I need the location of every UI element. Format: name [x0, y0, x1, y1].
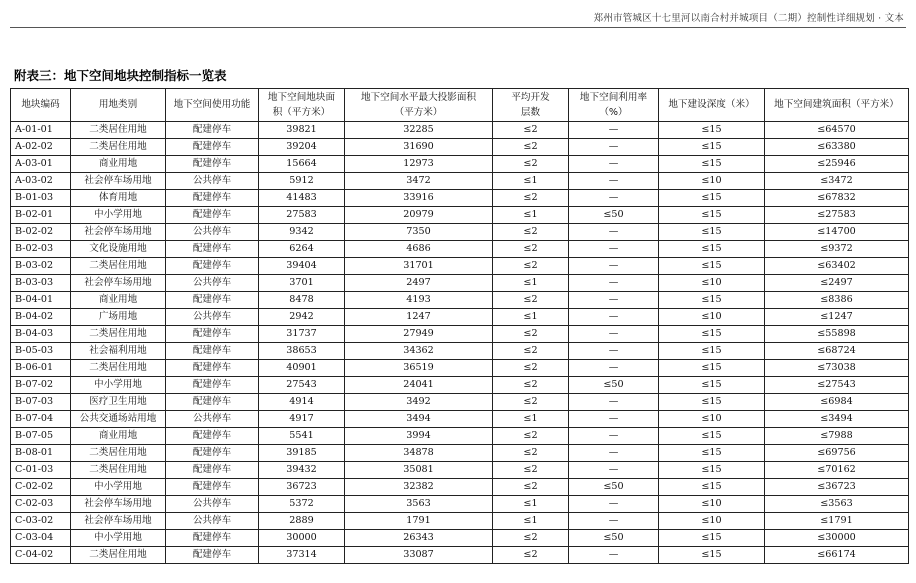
table-cell: 配建停车 [166, 326, 259, 343]
table-row [11, 462, 909, 479]
table-row [11, 122, 909, 139]
table-row [11, 394, 909, 411]
table-cell: ≤36723 [765, 479, 909, 496]
column-header-line: 地下空间利用率 [579, 92, 648, 103]
header-rule [10, 27, 906, 28]
table-cell: ≤50 [569, 479, 659, 496]
table-cell: ≤15 [659, 156, 765, 173]
table-cell: ≤2 [493, 428, 569, 445]
table-cell: 40901 [259, 360, 345, 377]
table-cell: 配建停车 [166, 530, 259, 547]
table-cell: ≤63380 [765, 139, 909, 156]
table-cell: ≤1 [493, 173, 569, 190]
table-cell: 公共停车 [166, 309, 259, 326]
table-cell: ≤15 [659, 428, 765, 445]
table-cell: 37314 [259, 547, 345, 564]
table-header-row [11, 89, 909, 122]
table-cell: ≤1 [493, 513, 569, 530]
table-cell: B-04-03 [11, 326, 71, 343]
table-cell: 5541 [259, 428, 345, 445]
table-cell: ≤2 [493, 190, 569, 207]
table-cell: 商业用地 [71, 292, 166, 309]
table-cell: 社会停车场用地 [71, 224, 166, 241]
column-header-line: （%） [599, 107, 628, 118]
table-cell: ≤15 [659, 479, 765, 496]
table-row [11, 309, 909, 326]
table-cell: ≤15 [659, 224, 765, 241]
table-cell: 二类居住用地 [71, 360, 166, 377]
table-cell: — [569, 122, 659, 139]
column-header [11, 89, 71, 122]
table-row [11, 496, 909, 513]
table-row [11, 224, 909, 241]
table-cell: 34878 [345, 445, 493, 462]
table-cell: 二类居住用地 [71, 139, 166, 156]
column-header-line: （平方米） [394, 107, 443, 118]
table-cell: ≤15 [659, 547, 765, 564]
column-header [259, 89, 345, 122]
table-cell: 26343 [345, 530, 493, 547]
table-cell: 中小学用地 [71, 479, 166, 496]
table-cell: 配建停车 [166, 360, 259, 377]
table-cell: 1247 [345, 309, 493, 326]
table-cell: 二类居住用地 [71, 258, 166, 275]
table-cell: ≤70162 [765, 462, 909, 479]
table-row [11, 190, 909, 207]
table-cell: 二类居住用地 [71, 462, 166, 479]
table-cell: ≤55898 [765, 326, 909, 343]
table-row [11, 530, 909, 547]
table-cell: ≤2 [493, 445, 569, 462]
table-cell: — [569, 326, 659, 343]
table-cell: ≤2 [493, 139, 569, 156]
table-cell: 35081 [345, 462, 493, 479]
table-cell: 36519 [345, 360, 493, 377]
table-cell: 4193 [345, 292, 493, 309]
table-cell: 公共停车 [166, 173, 259, 190]
table-cell: 配建停车 [166, 241, 259, 258]
column-header-line: 平均开发 [511, 92, 550, 103]
table-cell: ≤1791 [765, 513, 909, 530]
table-cell: ≤2 [493, 479, 569, 496]
table-cell: 配建停车 [166, 190, 259, 207]
column-header-line: 用地类别 [98, 99, 138, 110]
table-cell: ≤15 [659, 292, 765, 309]
table-row [11, 207, 909, 224]
table-cell: ≤15 [659, 360, 765, 377]
table-cell: 4686 [345, 241, 493, 258]
table-cell: — [569, 292, 659, 309]
table-cell: ≤50 [569, 530, 659, 547]
table-cell: — [569, 394, 659, 411]
table-cell: — [569, 309, 659, 326]
table-cell: — [569, 411, 659, 428]
table-row [11, 428, 909, 445]
table-cell: 二类居住用地 [71, 445, 166, 462]
table-cell: 8478 [259, 292, 345, 309]
table-cell: C-02-02 [11, 479, 71, 496]
table-cell: 24041 [345, 377, 493, 394]
table-row [11, 292, 909, 309]
table-cell: 配建停车 [166, 343, 259, 360]
table-cell: 32382 [345, 479, 493, 496]
column-header-line: 地下空间使用功能 [173, 99, 251, 110]
table-cell: ≤3472 [765, 173, 909, 190]
table-cell: B-07-02 [11, 377, 71, 394]
table-row [11, 479, 909, 496]
table-cell: ≤2 [493, 462, 569, 479]
table-cell: 2497 [345, 275, 493, 292]
table-row [11, 258, 909, 275]
table-cell: B-07-03 [11, 394, 71, 411]
table-cell: 4917 [259, 411, 345, 428]
table-cell: ≤8386 [765, 292, 909, 309]
table-cell: ≤68724 [765, 343, 909, 360]
table-cell: A-01-01 [11, 122, 71, 139]
table-cell: 33087 [345, 547, 493, 564]
table-cell: — [569, 513, 659, 530]
table-cell: 27949 [345, 326, 493, 343]
table-cell: 配建停车 [166, 445, 259, 462]
table-cell: 公共停车 [166, 275, 259, 292]
table-cell: ≤27543 [765, 377, 909, 394]
table-cell: 3701 [259, 275, 345, 292]
table-cell: 33916 [345, 190, 493, 207]
table-cell: ≤64570 [765, 122, 909, 139]
table-cell: ≤15 [659, 462, 765, 479]
table-cell: 广场用地 [71, 309, 166, 326]
table-cell: ≤15 [659, 445, 765, 462]
table-cell: 3994 [345, 428, 493, 445]
table-cell: 31737 [259, 326, 345, 343]
table-cell: 公共停车 [166, 411, 259, 428]
table-row [11, 156, 909, 173]
column-header [166, 89, 259, 122]
table-cell: ≤10 [659, 411, 765, 428]
table-cell: ≤63402 [765, 258, 909, 275]
table-cell: ≤1 [493, 275, 569, 292]
table-cell: ≤25946 [765, 156, 909, 173]
table-cell: ≤2 [493, 547, 569, 564]
table-cell: 二类居住用地 [71, 547, 166, 564]
column-header [659, 89, 765, 122]
table-cell: — [569, 343, 659, 360]
table-cell: B-05-03 [11, 343, 71, 360]
table-cell: 配建停车 [166, 462, 259, 479]
table-cell: 2889 [259, 513, 345, 530]
table-cell: ≤67832 [765, 190, 909, 207]
column-header [71, 89, 166, 122]
table-cell: B-01-03 [11, 190, 71, 207]
table-cell: B-02-02 [11, 224, 71, 241]
table-cell: 3492 [345, 394, 493, 411]
table-cell: 30000 [259, 530, 345, 547]
table-cell: ≤2 [493, 377, 569, 394]
table-cell: 5912 [259, 173, 345, 190]
table-row [11, 139, 909, 156]
table-cell: ≤1 [493, 309, 569, 326]
table-cell: 4914 [259, 394, 345, 411]
table-cell: — [569, 428, 659, 445]
table-cell: 配建停车 [166, 207, 259, 224]
table-cell: 5372 [259, 496, 345, 513]
table-cell: 商业用地 [71, 428, 166, 445]
running-header: 郑州市管城区十七里河以南合村并城项目（二期）控制性详细规划 · 文本 [593, 13, 904, 24]
table-cell: 2942 [259, 309, 345, 326]
table-cell: ≤2 [493, 343, 569, 360]
table-cell: 配建停车 [166, 122, 259, 139]
table-cell: C-03-04 [11, 530, 71, 547]
table-cell: 39432 [259, 462, 345, 479]
table-cell: 39404 [259, 258, 345, 275]
table-cell: ≤1 [493, 207, 569, 224]
table-cell: ≤30000 [765, 530, 909, 547]
table-cell: 商业用地 [71, 156, 166, 173]
table-cell: 社会停车场用地 [71, 275, 166, 292]
table-cell: 配建停车 [166, 428, 259, 445]
table-cell: — [569, 462, 659, 479]
table-cell: ≤15 [659, 190, 765, 207]
table-cell: ≤1247 [765, 309, 909, 326]
table-cell: 二类居住用地 [71, 326, 166, 343]
table-cell: 中小学用地 [71, 530, 166, 547]
table-cell: ≤6984 [765, 394, 909, 411]
table-cell: 27583 [259, 207, 345, 224]
table-cell: B-04-01 [11, 292, 71, 309]
table-cell: B-03-03 [11, 275, 71, 292]
table-cell: 社会停车场用地 [71, 173, 166, 190]
table-cell: ≤15 [659, 530, 765, 547]
table-cell: 6264 [259, 241, 345, 258]
table-cell: ≤3494 [765, 411, 909, 428]
table-cell: ≤15 [659, 394, 765, 411]
table-cell: 27543 [259, 377, 345, 394]
table-cell: ≤15 [659, 377, 765, 394]
table-cell: 文化设施用地 [71, 241, 166, 258]
table-cell: 31690 [345, 139, 493, 156]
table-row [11, 377, 909, 394]
table-cell: ≤2 [493, 326, 569, 343]
table-row [11, 513, 909, 530]
column-header-line: 积（平方米） [272, 107, 331, 118]
table-row [11, 360, 909, 377]
table-cell: ≤2 [493, 360, 569, 377]
table-cell: A-03-02 [11, 173, 71, 190]
table-cell: — [569, 190, 659, 207]
table-cell: ≤9372 [765, 241, 909, 258]
table-cell: 配建停车 [166, 547, 259, 564]
table-cell: 41483 [259, 190, 345, 207]
table-cell: ≤1 [493, 411, 569, 428]
table-row [11, 326, 909, 343]
table-cell: ≤50 [569, 377, 659, 394]
table-cell: ≤10 [659, 173, 765, 190]
table-cell: 社会停车场用地 [71, 496, 166, 513]
table-cell: ≤69756 [765, 445, 909, 462]
table-cell: ≤15 [659, 326, 765, 343]
table-cell: 36723 [259, 479, 345, 496]
table-cell: ≤2 [493, 241, 569, 258]
table-cell: 32285 [345, 122, 493, 139]
table-cell: 体育用地 [71, 190, 166, 207]
table-cell: — [569, 360, 659, 377]
column-header-line: 地下建设深度（米） [668, 99, 755, 110]
table-cell: 31701 [345, 258, 493, 275]
column-header-line: 层数 [520, 107, 541, 118]
table-cell: C-04-02 [11, 547, 71, 564]
table-cell: B-02-01 [11, 207, 71, 224]
table-cell: B-02-03 [11, 241, 71, 258]
table-cell: B-07-05 [11, 428, 71, 445]
table-cell: ≤50 [569, 207, 659, 224]
table-cell: B-07-04 [11, 411, 71, 428]
table-cell: 15664 [259, 156, 345, 173]
table-cell: 38653 [259, 343, 345, 360]
table-cell: B-08-01 [11, 445, 71, 462]
table-row [11, 547, 909, 564]
table-cell: B-03-02 [11, 258, 71, 275]
table-cell: 中小学用地 [71, 207, 166, 224]
table-cell: ≤2 [493, 258, 569, 275]
table-cell: 39821 [259, 122, 345, 139]
table-cell: ≤73038 [765, 360, 909, 377]
table-row [11, 173, 909, 190]
table-cell: 配建停车 [166, 292, 259, 309]
table-cell: ≤14700 [765, 224, 909, 241]
table-cell: ≤2497 [765, 275, 909, 292]
table-cell: 12973 [345, 156, 493, 173]
table-cell: ≤15 [659, 139, 765, 156]
table-cell: ≤15 [659, 122, 765, 139]
table-cell: C-02-03 [11, 496, 71, 513]
table-cell: — [569, 445, 659, 462]
table-cell: ≤15 [659, 207, 765, 224]
table-row [11, 411, 909, 428]
table-cell: 二类居住用地 [71, 122, 166, 139]
table-cell: 社会停车场用地 [71, 513, 166, 530]
table-cell: — [569, 173, 659, 190]
table-cell: ≤15 [659, 343, 765, 360]
table-cell: 39185 [259, 445, 345, 462]
table-cell: ≤10 [659, 496, 765, 513]
table-cell: ≤66174 [765, 547, 909, 564]
column-header-line: 地下空间建筑面积（平方米） [774, 99, 899, 110]
column-header [569, 89, 659, 122]
table-cell: — [569, 496, 659, 513]
table-cell: A-03-01 [11, 156, 71, 173]
table-cell: ≤2 [493, 530, 569, 547]
table-cell: 9342 [259, 224, 345, 241]
table-cell: ≤2 [493, 156, 569, 173]
table-cell: ≤1 [493, 496, 569, 513]
table-cell: ≤2 [493, 292, 569, 309]
table-cell: ≤2 [493, 224, 569, 241]
table-row [11, 241, 909, 258]
table-cell: 配建停车 [166, 377, 259, 394]
table-cell: 公共停车 [166, 224, 259, 241]
column-header-line: 地下空间水平最大投影面积 [360, 92, 477, 103]
control-indicator-table [10, 88, 909, 564]
table-cell: 3494 [345, 411, 493, 428]
table-cell: ≤2 [493, 122, 569, 139]
table-cell: ≤2 [493, 394, 569, 411]
table-cell: 1791 [345, 513, 493, 530]
table-cell: 配建停车 [166, 479, 259, 496]
table-cell: B-04-02 [11, 309, 71, 326]
table-cell: 社会福利用地 [71, 343, 166, 360]
table-cell: ≤10 [659, 513, 765, 530]
table-cell: 34362 [345, 343, 493, 360]
table-cell: — [569, 547, 659, 564]
table-cell: 中小学用地 [71, 377, 166, 394]
table-cell: ≤7988 [765, 428, 909, 445]
table-cell: 7350 [345, 224, 493, 241]
table-cell: ≤10 [659, 309, 765, 326]
table-cell: C-03-02 [11, 513, 71, 530]
table-cell: 医疗卫生用地 [71, 394, 166, 411]
table-cell: ≤27583 [765, 207, 909, 224]
table-cell: — [569, 275, 659, 292]
column-header-line: 地块编码 [21, 99, 60, 110]
table-cell: — [569, 224, 659, 241]
table-cell: 39204 [259, 139, 345, 156]
table-cell: 公共停车 [166, 496, 259, 513]
table-cell: ≤10 [659, 275, 765, 292]
table-cell: 配建停车 [166, 139, 259, 156]
table-row [11, 343, 909, 360]
column-header [765, 89, 909, 122]
table-cell: A-02-02 [11, 139, 71, 156]
table-cell: ≤3563 [765, 496, 909, 513]
table-title: 附表三：地下空间地块控制指标一览表 [14, 68, 227, 83]
table-cell: — [569, 139, 659, 156]
table-cell: — [569, 241, 659, 258]
table-cell: 配建停车 [166, 156, 259, 173]
table-cell: 3472 [345, 173, 493, 190]
table-cell: C-01-03 [11, 462, 71, 479]
table-cell: 公共交通场站用地 [71, 411, 166, 428]
table-cell: 3563 [345, 496, 493, 513]
table-cell: — [569, 258, 659, 275]
table-body [11, 122, 909, 564]
column-header-line: 地下空间地块面 [267, 92, 336, 103]
table-cell: ≤15 [659, 258, 765, 275]
table-cell: ≤15 [659, 241, 765, 258]
table-row [11, 275, 909, 292]
column-header [493, 89, 569, 122]
table-cell: 配建停车 [166, 258, 259, 275]
table-cell: 公共停车 [166, 513, 259, 530]
table-cell: 配建停车 [166, 394, 259, 411]
table-cell: 20979 [345, 207, 493, 224]
table-row [11, 445, 909, 462]
table-cell: — [569, 156, 659, 173]
column-header [345, 89, 493, 122]
table-cell: B-06-01 [11, 360, 71, 377]
